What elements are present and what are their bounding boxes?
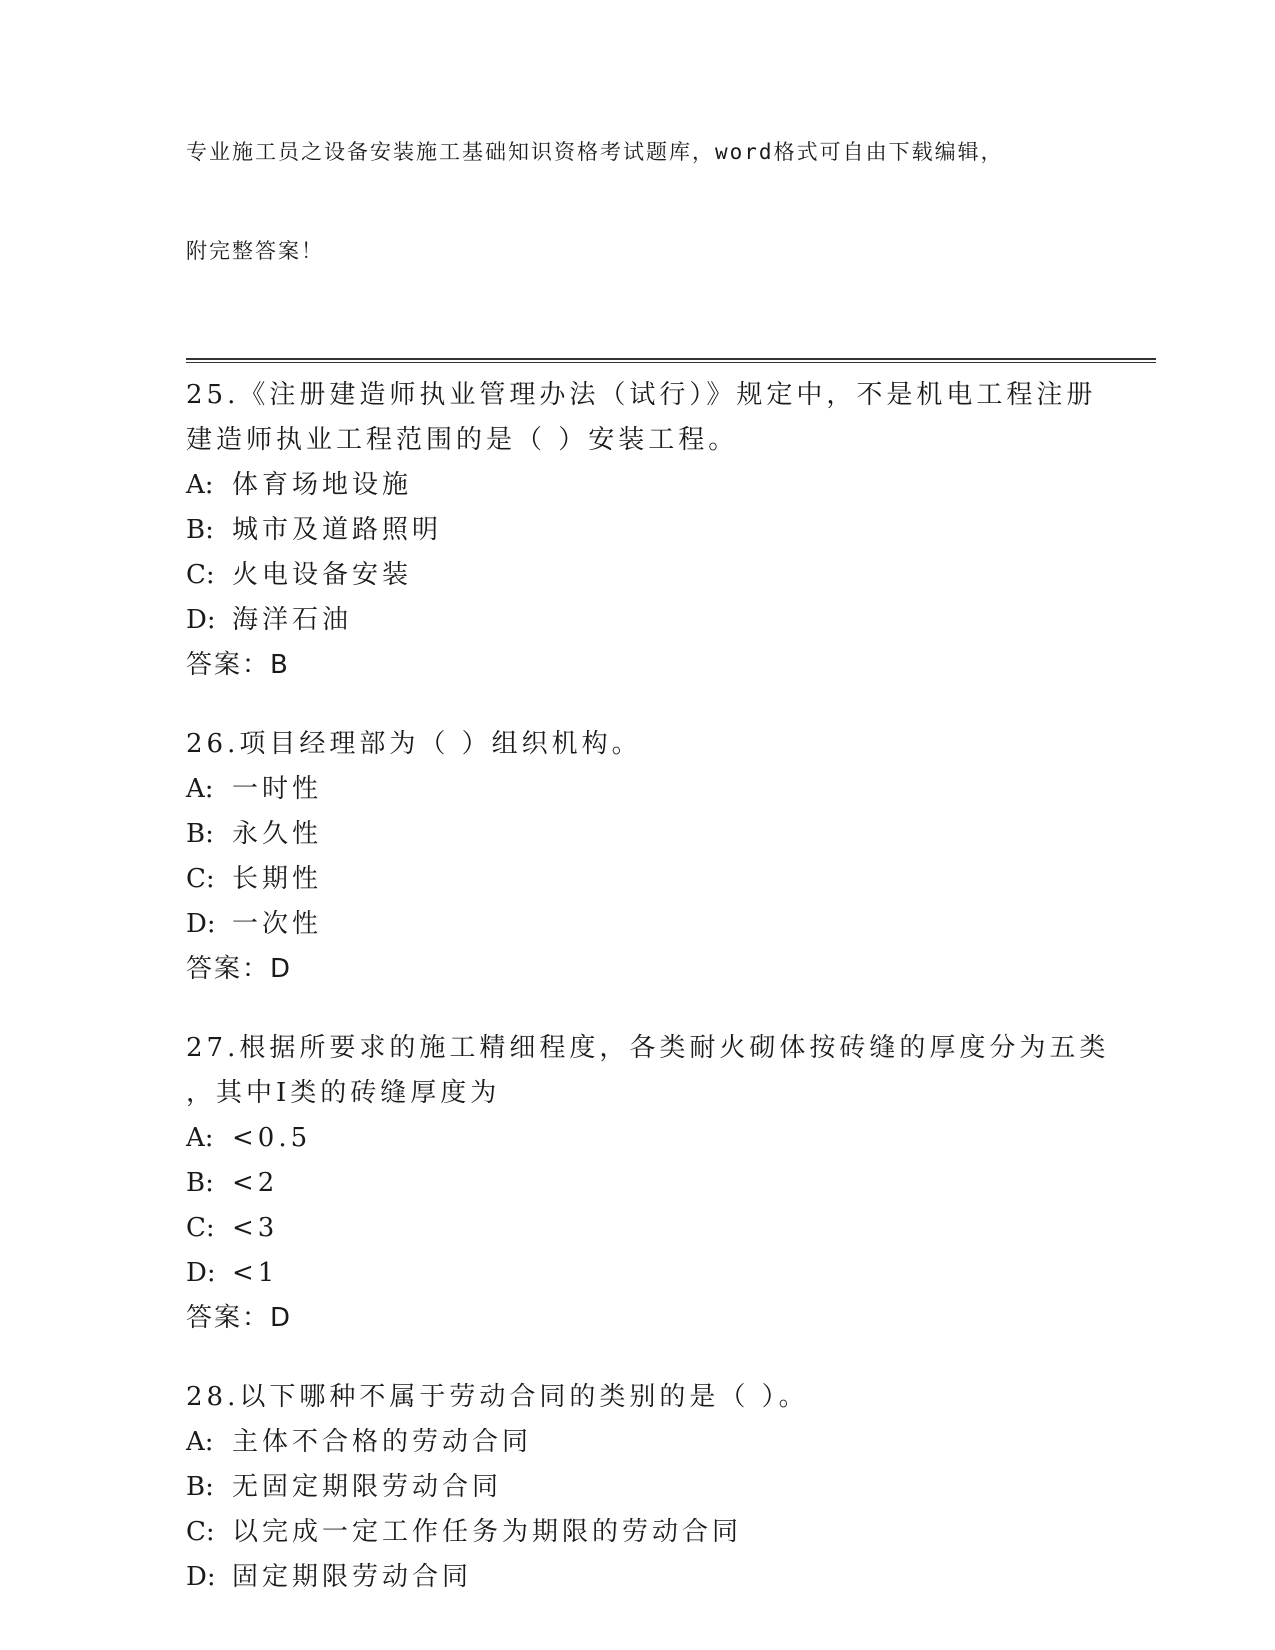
option-c — [186, 1510, 1156, 1555]
document-page — [186, 70, 1156, 1634]
option-text: 一次性 — [232, 909, 323, 939]
option-a — [186, 1420, 1156, 1465]
question-text-line: 26.项目经理部为（ ）组织机构。 — [186, 729, 642, 759]
option-key: D: — [186, 605, 216, 635]
option-b — [186, 508, 1156, 553]
header-line-1: 专业施工员之设备安装施工基础知识资格考试题库，word格式可自由下载编辑， — [186, 140, 1004, 164]
option-c — [186, 553, 1156, 598]
option-key: D: — [186, 1258, 216, 1288]
option-b — [186, 1161, 1156, 1206]
question-26 — [186, 722, 1156, 992]
question-27 — [186, 1026, 1156, 1341]
option-b — [186, 812, 1156, 857]
question-list — [186, 373, 1156, 1600]
option-key: A: — [186, 470, 214, 500]
option-key: A: — [186, 1427, 214, 1457]
option-text: 固定期限劳动合同 — [232, 1562, 473, 1592]
answer-label: 答案：D — [186, 954, 293, 984]
answer-label: 答案：D — [186, 1303, 293, 1333]
question-text-line: 建造师执业工程范围的是（ ）安装工程。 — [186, 425, 739, 455]
question-text-line: ，其中Ⅰ类的砖缝厚度为 — [186, 1078, 501, 1108]
option-key: C: — [186, 864, 215, 894]
option-key: C: — [186, 1517, 215, 1547]
question-text-line: 25.《注册建造师执业管理办法（试行）》规定中，不是机电工程注册 — [186, 380, 1097, 410]
option-text: 主体不合格的劳动合同 — [232, 1427, 533, 1457]
option-text: 一时性 — [232, 774, 323, 804]
option-a — [186, 1116, 1156, 1161]
question-text — [186, 722, 1156, 767]
option-d — [186, 1251, 1156, 1296]
header-line-2: 附完整答案！ — [186, 239, 324, 263]
option-text: <2 — [232, 1168, 279, 1198]
option-a — [186, 463, 1156, 508]
question-text — [186, 1026, 1156, 1116]
option-key: C: — [186, 560, 215, 590]
option-text: 火电设备安装 — [232, 560, 413, 590]
option-text: 以完成一定工作任务为期限的劳动合同 — [232, 1517, 743, 1547]
option-text: 长期性 — [232, 864, 323, 894]
option-key: B: — [186, 1472, 214, 1502]
answer-label: 答案：B — [186, 650, 290, 680]
option-d — [186, 902, 1156, 947]
question-25 — [186, 373, 1156, 688]
document-header — [186, 70, 1156, 334]
option-key: C: — [186, 1213, 215, 1243]
header-divider — [186, 358, 1156, 363]
question-text — [186, 373, 1156, 463]
option-text: <3 — [232, 1213, 279, 1243]
option-text: <0.5 — [232, 1123, 312, 1153]
option-key: D: — [186, 1562, 216, 1592]
option-text: 无固定期限劳动合同 — [232, 1472, 503, 1502]
option-key: A: — [186, 1123, 214, 1153]
option-a — [186, 767, 1156, 812]
option-text: 体育场地设施 — [232, 470, 413, 500]
option-key: A: — [186, 774, 214, 804]
question-28 — [186, 1375, 1156, 1600]
question-text-line: 27.根据所要求的施工精细程度，各类耐火砌体按砖缝的厚度分为五类 — [186, 1033, 1110, 1063]
question-text-line: 28.以下哪种不属于劳动合同的类别的是（ ）。 — [186, 1382, 809, 1412]
option-text: <1 — [232, 1258, 279, 1288]
option-key: B: — [186, 819, 214, 849]
option-key: D: — [186, 909, 216, 939]
option-text: 永久性 — [232, 819, 323, 849]
question-text — [186, 1375, 1156, 1420]
option-key: B: — [186, 1168, 214, 1198]
option-d — [186, 598, 1156, 643]
option-d — [186, 1555, 1156, 1600]
option-c — [186, 1206, 1156, 1251]
option-key: B: — [186, 515, 214, 545]
option-b — [186, 1465, 1156, 1510]
option-c — [186, 857, 1156, 902]
option-text: 海洋石油 — [232, 605, 353, 635]
option-text: 城市及道路照明 — [232, 515, 443, 545]
